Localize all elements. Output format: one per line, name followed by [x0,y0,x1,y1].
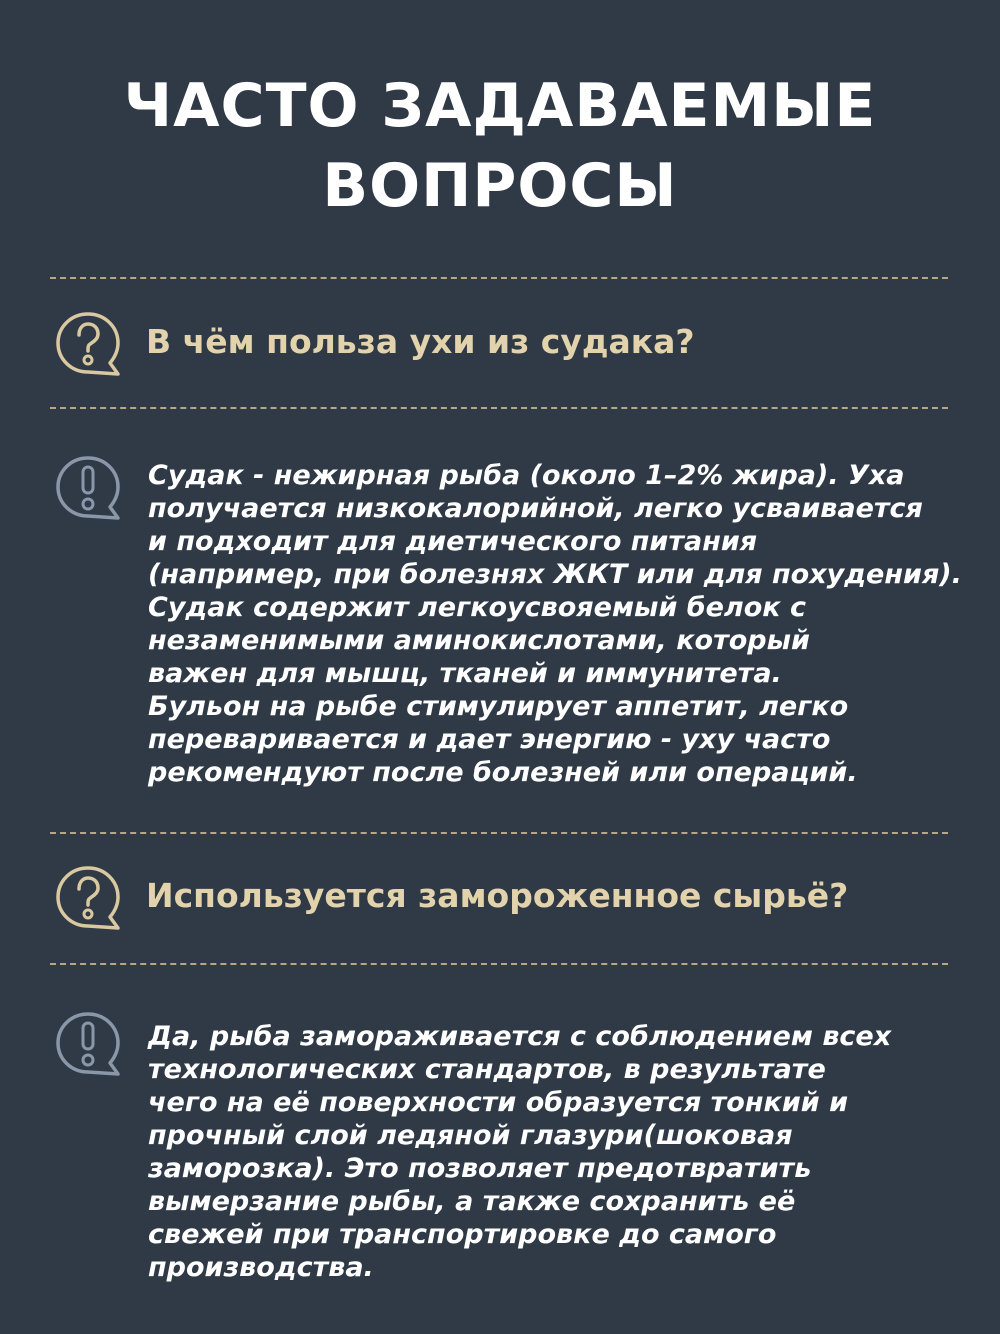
page-title-line-1: ЧАСТО ЗАДАВАЕМЫЕ [123,71,877,141]
answer-line: свежей при транспортировке до самого [148,1219,777,1250]
answer-line: производства. [148,1252,374,1283]
answer-line: чего на её поверхности образуется тонкий и [148,1087,848,1118]
answer-line: вымерзание рыбы, а также сохранить её [148,1186,796,1217]
answer-line: Бульон на рыбе стимулирует аппетит, легко [148,691,849,722]
question-bubble-icon [52,862,124,934]
dashed-divider [50,407,948,409]
answer-line: (например, при болезнях ЖКТ или для похудения). [148,559,962,590]
answer-line: получается низкокалорийной, легко усваивается [148,493,923,524]
answer-line: Судак - нежирная рыба (около 1–2% жира). Уха [148,460,905,491]
answer-line: прочный слой ледяной глазури(шоковая [148,1120,793,1151]
answer-line: и подходит для диетического питания [148,526,758,557]
dashed-divider [50,277,948,279]
question-bubble-icon [52,308,124,380]
answer-line: важен для мышц, тканей и иммунитета. [148,658,782,689]
faq-question-1: В чём польза ухи из судака? [146,322,695,361]
answer-line: Да, рыба замораживается с соблюдением всех [148,1021,892,1052]
page-title-line-2: ВОПРОСЫ [322,151,678,221]
answer-line: заморозка). Это позволяет предотвратить [148,1153,812,1184]
faq-answer-1 [148,459,968,789]
answer-line: технологических стандартов, в результате [148,1054,826,1085]
faq-answer-2 [148,1020,968,1284]
faq-question-2: Используется замороженное сырьё? [146,876,849,915]
answer-line: Судак содержит легкоусвояемый белок с [148,592,806,623]
answer-line: переваривается и дает энергию - уху часто [148,724,831,755]
exclamation-bubble-icon [52,1008,124,1080]
exclamation-bubble-icon [52,452,124,524]
dashed-divider [50,832,948,834]
answer-line: незаменимыми аминокислотами, который [148,625,810,656]
dashed-divider [50,963,948,965]
answer-line: рекомендуют после болезней или операций. [148,757,858,788]
page-title [0,66,1000,226]
